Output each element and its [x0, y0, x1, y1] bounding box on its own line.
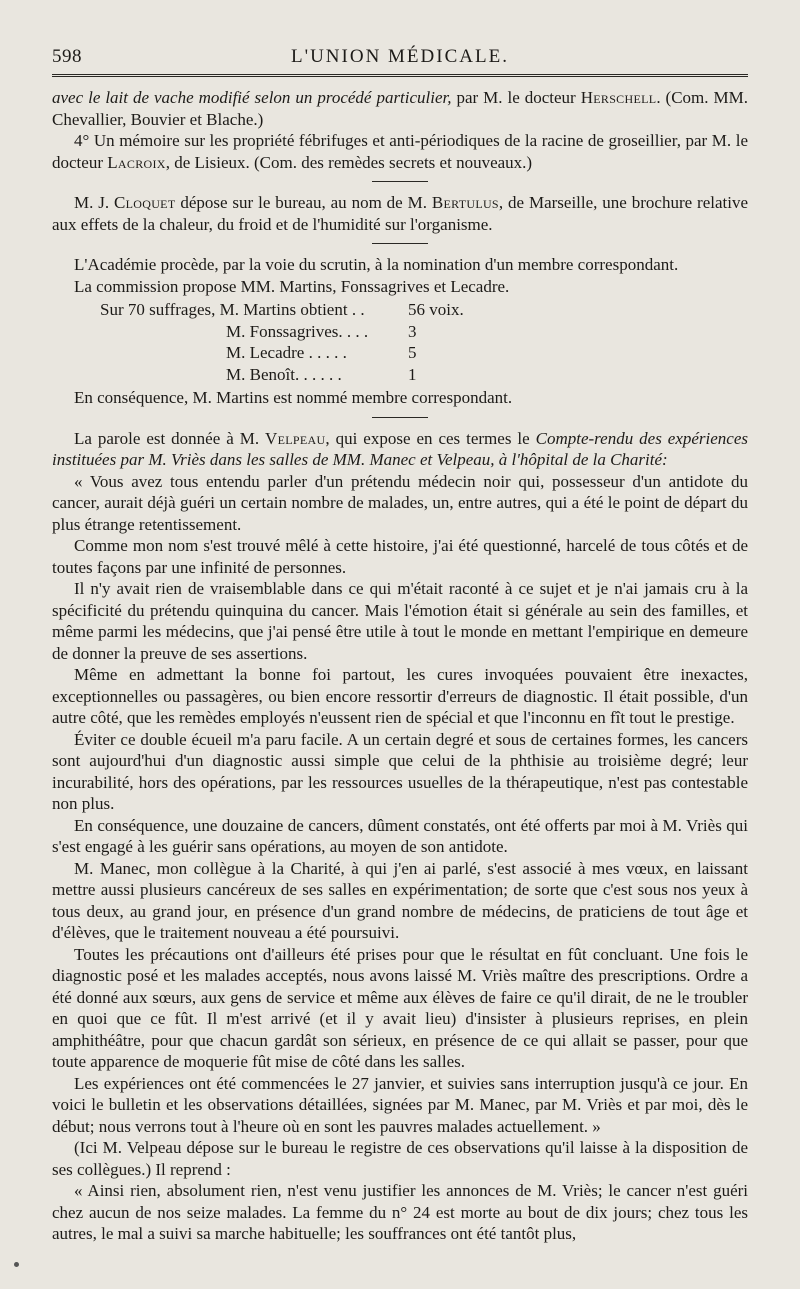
paragraph-body: « Vous avez tous entendu parler d'un prétendu médecin noir qui, possesseur d'un antidote du cancer, aurait déjà guéri un certain nombre de malades, un, entre autres, qui a été le point de départ du plus étrange retentissement. — [52, 471, 748, 534]
vote-row — [100, 299, 748, 321]
paragraph-body: « Ainsi rien, absolument rien, n'est venu justifier les annonces de M. Vriès; le cancer n'est guéri chez aucun de nos seize malades. La femme du n° 24 est morte au bout de dix jours; chez tous les autres, le mal a suivi sa marche habituelle; les souffrances ont été tantôt plus, — [52, 1181, 748, 1243]
vote-row — [100, 342, 748, 364]
paragraph-body: Comme mon nom s'est trouvé mêlé à cette histoire, j'ai été questionné, harcelé de tous côtés et de toutes façons par une infinité de personnes. — [52, 536, 748, 577]
text-span: dépose sur le bureau, au nom de M. — [175, 193, 432, 212]
report-title: Compte-rendu des expériences instituées par M. Vriès dans les salles de MM. Manec et Velpeau, à l'hôpital de la Charité: — [52, 428, 749, 469]
section-separator — [372, 417, 428, 418]
paragraph-result: En conséquence, M. Martins est nommé membre correspondant. — [74, 388, 513, 407]
vote-row — [100, 364, 748, 386]
paragraph-body: M. Manec, mon collègue à la Charité, à qui j'en ai parlé, s'est associé à mes vœux, en laissant mettre aussi plusieurs cancéreux de ses salles en expérimentation; de sorte que c'est sous nos yeux à tous deux, au grand jour, en présence d'un grand nombre de médecins, de praticiens de tout âge et d'élèves, que le traitement nouveau a été poursuivi. — [52, 858, 748, 942]
paragraph-body: Les expériences ont été commencées le 27 janvier, et suivies sans interruption jusqu'à ce jour. En voici le bulletin et les observations détaillées, signées par M. Manec, par M. Vriès et par moi, dès le début; nous verrons tout à l'heure où en sont les pauvres malades actuellement. » — [52, 1073, 748, 1136]
vote-candidate: M. Benoît. . . . . . — [226, 364, 342, 384]
vote-count: 1 — [408, 364, 417, 384]
text-span: par M. le docteur — [451, 88, 581, 107]
text-span: M. J. — [74, 193, 115, 212]
text-span: La parole est donnée à M. — [74, 428, 266, 448]
section-separator — [372, 181, 428, 182]
paragraph-velpeau-intro — [52, 428, 748, 471]
paragraph-body: En conséquence, une douzaine de cancers, dûment constatés, ont été offerts par moi à M. Vriès qui s'est engagé à les guérir sans opérations, au moyen de son antidote. — [52, 815, 748, 856]
paragraph-herschell — [52, 87, 748, 130]
vote-candidate: Sur 70 suffrages, M. Martins obtient . . — [100, 300, 365, 319]
author-name: Lacroix — [107, 152, 166, 172]
text-span: , de Lisieux. (Com. des remèdes secrets et nouveaux.) — [165, 152, 533, 172]
section-separator — [372, 243, 428, 244]
italic-phrase: avec le lait de vache modifié selon un procédé particulier, — [52, 88, 452, 107]
paragraph-lacroix — [52, 130, 748, 173]
vote-candidate: M. Lecadre . . . . . — [226, 343, 347, 362]
text-span: , de Marseille, une brochure relative aux effets de la chaleur, du froid et de l'humidité sur l'organisme. — [52, 193, 749, 234]
paragraph-election: L'Académie procède, par la voie du scrutin, à la nomination d'un membre correspondant. — [74, 255, 679, 274]
paragraph-commission: La commission propose MM. Martins, Fonssagrives et Lecadre. — [74, 276, 510, 296]
author-name: Velpeau — [265, 428, 326, 448]
paragraph-cloquet — [52, 192, 748, 235]
margin-dot — [14, 1262, 19, 1267]
page-header — [52, 40, 748, 70]
text-span: , qui expose en ces termes le — [325, 428, 536, 448]
vote-row — [100, 321, 748, 343]
paragraph-body: Il n'y avait rien de vraisemblable dans ce qui m'était raconté à ce sujet et je n'ai jamais cru à la spécificité du prétendu quinquina du cancer. Mais l'émotion était si générale au sein des familles, et même parmi les médecins, que j'ai pensé être utile à tout le monde en mettant l'empirique en demeure de donner la preuve de ses assertions. — [52, 579, 748, 663]
author-name: Bertulus — [431, 193, 499, 212]
vote-count: 56 voix. — [408, 300, 464, 319]
paragraph-body: Éviter ce double écueil m'a paru facile. A un certain degré et sous de certaines formes, les cancers sont aujourd'hui d'un diagnostic aussi simple que celui de la phthisie au troisième degré; leur incurabilité, hors des opérations, par les ressources usuelles de la thérapeutique, n'est pas contestable non plus. — [52, 729, 748, 813]
page-number: 598 — [52, 46, 82, 67]
header-rule — [52, 74, 748, 77]
paragraph-body: Même en admettant la bonne foi partout, les cures invoquées pouvaient être inexactes, exceptionnelles ou passagères, ou bien encore ressortir d'erreurs de diagnostic. Il était possible, d'un autre côté, que les remèdes employés n'eussent rien de spécial et que l'inconnu en fît tout le prestige. — [52, 665, 748, 727]
paragraph-body: (Ici M. Velpeau dépose sur le bureau le registre de ces observations qu'il laisse à la disposition de ses collègues.) Il reprend : — [52, 1138, 748, 1179]
author-name: Herschell — [580, 88, 657, 107]
vote-table — [100, 299, 748, 385]
journal-title: L'UNION MÉDICALE. — [291, 46, 509, 67]
author-name: Cloquet — [114, 193, 176, 212]
paragraph-body: Toutes les précautions ont d'ailleurs été prises pour que le résultat en fût concluant. Une fois le diagnostic posé et les malades acceptés, nous avons laissé M. Vriès maître des prescriptions. Ordre a été donné aux sœurs, aux gens de service et même aux élèves de faire ce qu'il dirait, de ne le troubler en quoi que ce fût. Il m'est arrivé (et il y avait lieu) d'insister à plusieurs reprises, en plein amphithéâtre, pour que chacun gardât son sérieux, en présence de ce qui allait se passer, pour que toute apparence de moquerie fût mise de côté dans les salles. — [52, 944, 748, 1071]
text-span: 4° Un mémoire sur les propriété fébrifuges et anti-périodiques de la racine de groseillier, par M. le docteur — [52, 131, 748, 172]
vote-count: 3 — [408, 321, 417, 341]
vote-candidate: M. Fonssagrives. . . . — [226, 321, 369, 341]
text-span: . (Com. MM. Chevallier, Bouvier et Blache.) — [52, 88, 748, 129]
vote-count: 5 — [408, 343, 417, 362]
